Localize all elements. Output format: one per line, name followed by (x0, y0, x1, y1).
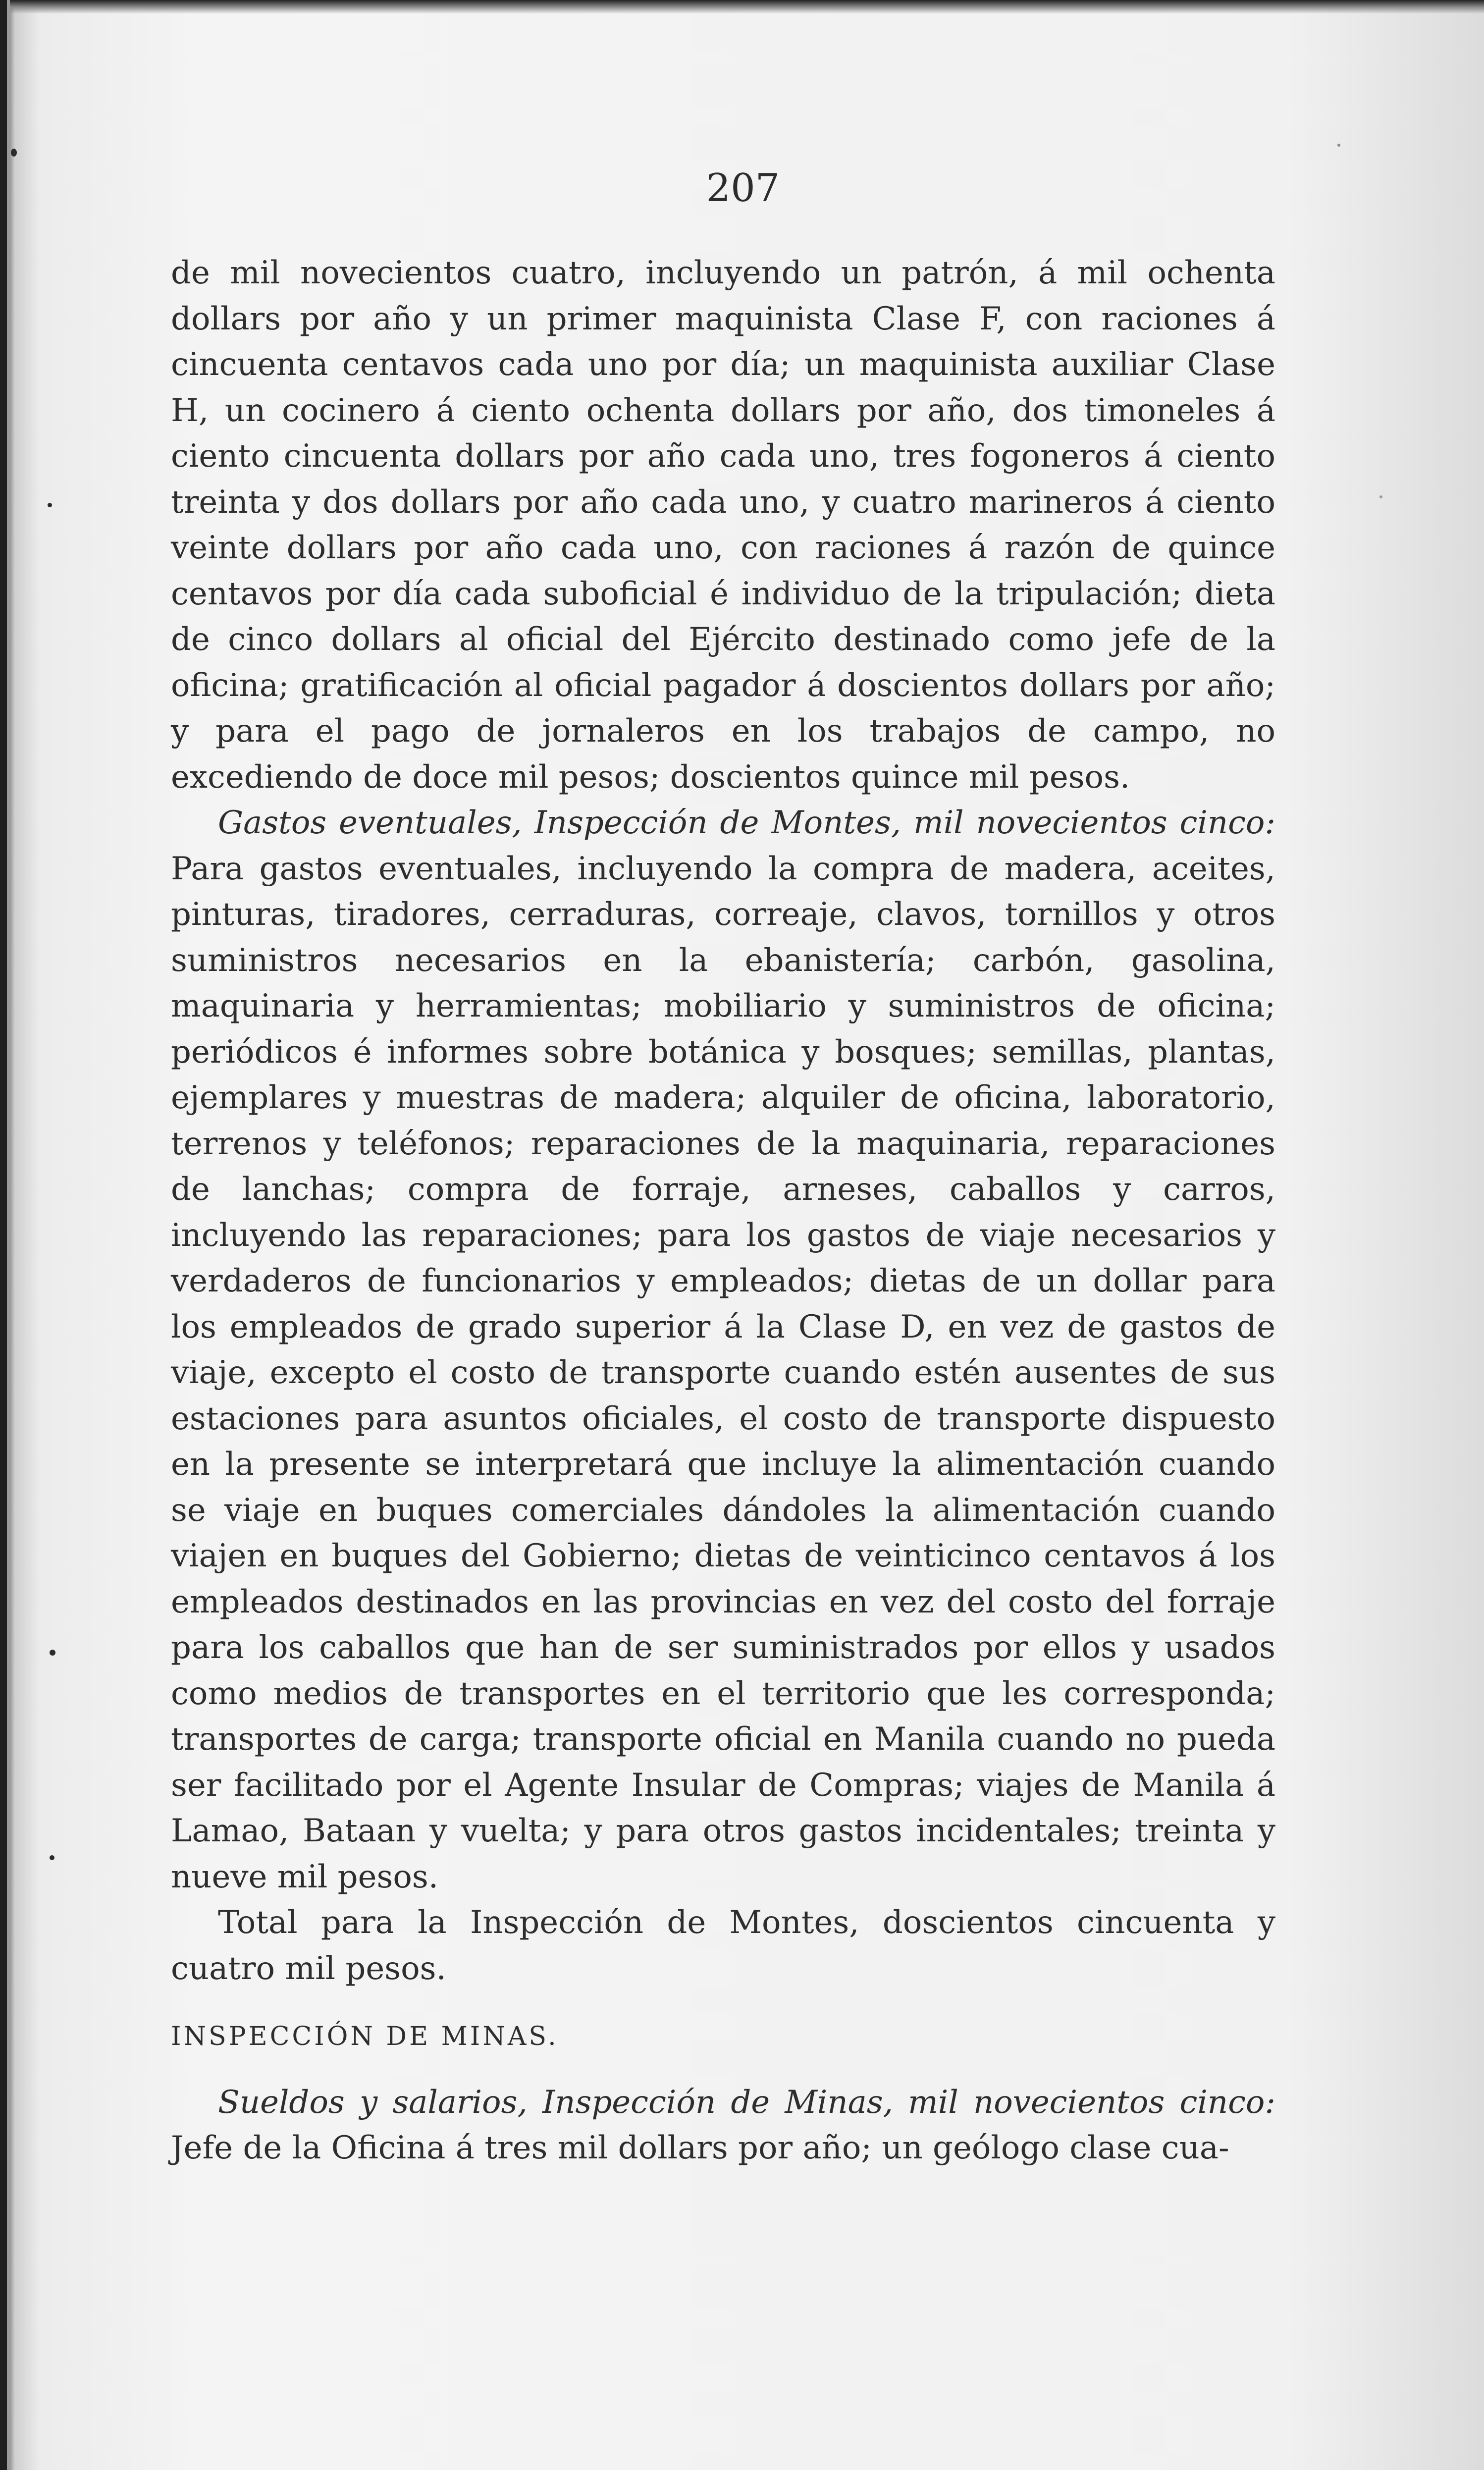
page-number: 207 (706, 166, 780, 211)
margin-speck (11, 149, 17, 157)
paragraph-sueldos (171, 2080, 1275, 2171)
paragraph-heading: Gastos eventuales, Inspección de Montes, mil novecientos cinco: (218, 805, 1275, 841)
page-top-edge (0, 0, 1484, 14)
paragraph-continued: de mil novecientos cuatro, incluyendo un patrón, á mil ochenta dollars por año y un primer maquinista Clase F, con raciones á cincuenta centavos cada uno por día; un maquinista auxiliar Clase H, un cocinero á ciento ochenta dollars por año, dos timoneles á ciento cincuenta dollars por año cada uno, tres fogoneros á ciento treinta y dos dollars por año cada uno, y cuatro marineros á ciento veinte dollars por año cada uno, con raciones á razón de quince centavos por día cada suboficial é individuo de la tripulación; dieta de cinco dollars al oficial del Ejército destinado como jefe de la oficina; gratificación al oficial pagador á doscientos dollars por año; y para el pago de jornaleros en los trabajos de campo, no excediendo de doce mil pesos; doscientos quince mil pesos. (171, 255, 1275, 796)
paragraph-total: Total para la Inspección de Montes, doscientos cincuenta y cuatro mil pesos. (171, 1904, 1275, 1987)
margin-speck (1337, 144, 1340, 147)
margin-speck (1379, 495, 1382, 498)
margin-speck (50, 1855, 54, 1860)
book-binding-edge (0, 0, 7, 2470)
paragraph-heading: Sueldos y salarios, Inspección de Minas, mil novecientos cinco: (218, 2084, 1275, 2121)
paragraph-gastos-eventuales (171, 800, 1275, 1900)
paragraph-body: Para gastos eventuales, incluyendo la compra de madera, aceites, pinturas, tiradores, cerraduras, correaje, clavos, tornillos y otros suministros necesarios en la ebanistería; carbón, gasolina, maquinaria y herramientas; mobiliario y suministros de oficina; periódicos é informes sobre botánica y bosques; semillas, plantas, ejemplares y muestras de madera; alquiler de oficina, laboratorio, terrenos y teléfonos; reparaciones de la maquinaria, reparaciones de lanchas; compra de forraje, arneses, caballos y carros, incluyendo las reparaciones; para los gastos de viaje necesarios y verdaderos de funcionarios y empleados; dietas de un dollar para los empleados de grado superior á la Clase D, en vez de gastos de viaje, excepto el costo de transporte cuando estén ausentes de sus estaciones para asuntos oficiales, el costo de transporte dispuesto en la presente se interpretará que incluye la alimentación cuando se viaje en buques comerciales dándoles la alimentación cuando viajen en buques del Gobierno; dietas de veinticinco centavos á los empleados destinados en las provincias en vez del costo del forraje para los caballos que han de ser suministrados por ellos y usados como medios de transportes en el territorio que les corresponda; transportes de carga; transporte oficial en Manila cuando no pueda ser facilitado por el Agente Insular de Compras; viajes de Manila á Lamao, Bataan y vuelta; y para otros gastos incidentales; treinta y nueve mil pesos. (171, 850, 1275, 1895)
body-text (171, 250, 1275, 2171)
margin-speck (50, 1650, 55, 1656)
book-binding-shadow (7, 0, 10, 2470)
margin-speck (48, 503, 52, 507)
paragraph-body: Jefe de la Oficina á tres mil dollars por año; un geólogo clase cua- (171, 2130, 1229, 2166)
section-heading: INSPECCIÓN DE MINAS. (171, 2022, 559, 2051)
